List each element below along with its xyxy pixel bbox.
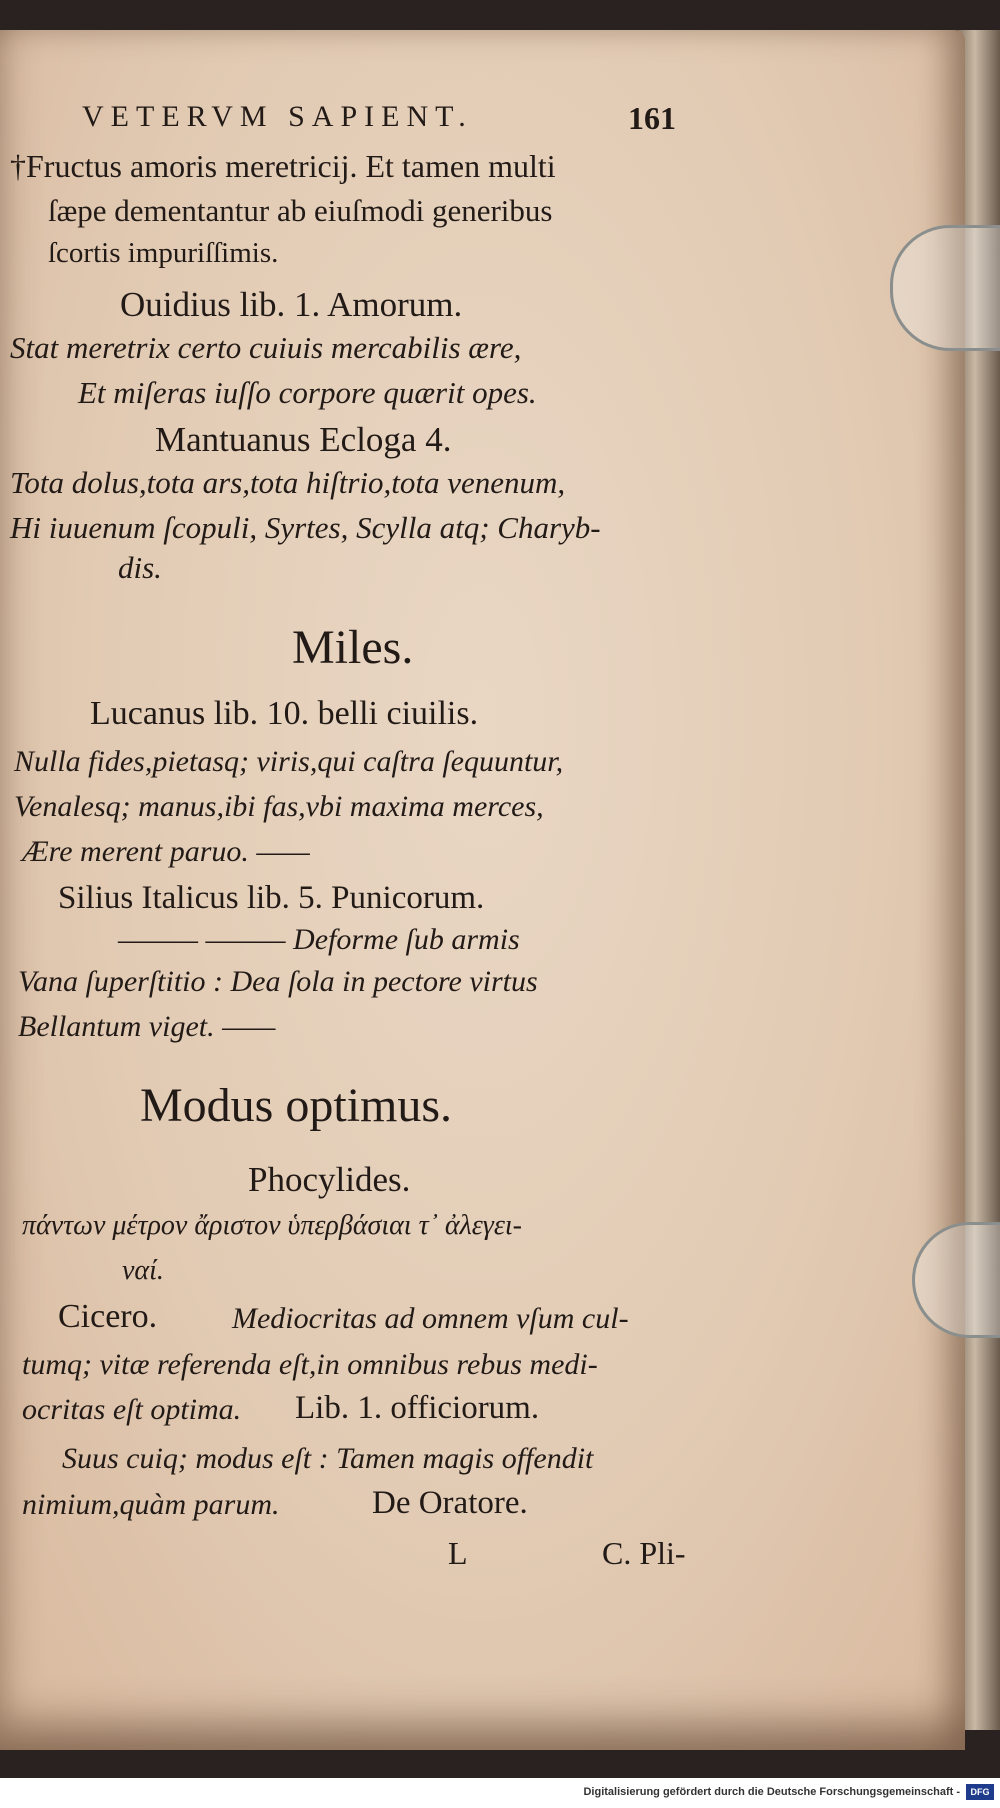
text-line: tumq; vitæ referenda eſt,in omnibus rebus medi-	[22, 1348, 598, 1381]
catchword: C. Pli-	[602, 1535, 686, 1571]
text-line: ſæpe dementantur ab eiuſmodi generibus	[48, 193, 553, 228]
signature-mark: L	[448, 1535, 468, 1571]
text-line: Mediocritas ad omnem vſum cul-	[232, 1302, 629, 1335]
verse-line: Venalesq; manus,ibi fas,vbi maxima merces,	[14, 790, 544, 823]
verse-line: Vana ſuperſtitio : Dea ſola in pectore virtus	[18, 965, 538, 998]
section-source: Lucanus lib. 10. belli ciuilis.	[90, 695, 479, 732]
verse-line: Tota dolus,tota ars,tota hiſtrio,tota venenum,	[10, 465, 566, 500]
section-source: Ouidius lib. 1. Amorum.	[120, 285, 463, 324]
verse-line: dis.	[118, 550, 162, 585]
citation-author: Cicero.	[58, 1298, 158, 1335]
funding-notice: Digitalisierung gefördert durch die Deutsche Forschungsgemeinschaft -	[583, 1786, 960, 1798]
section-source: Phocylides.	[248, 1160, 411, 1199]
text-line: ſcortis impuriſſimis.	[48, 237, 279, 269]
text-line: nimium,quàm parum.	[22, 1488, 280, 1521]
page-clip-top	[890, 225, 1000, 351]
running-title: VETERVM SAPIENT.	[82, 100, 473, 133]
text-line: ocritas eſt optima.	[22, 1393, 242, 1426]
citation-source: De Oratore.	[372, 1485, 528, 1521]
greek-line: πάντων μέτρον ἄριστον ὑπερβάσιαι τ᾽ ἀλεγει-	[22, 1210, 522, 1241]
verse-line: Nulla fides,pietasq; viris,qui caſtra ſequuntur,	[14, 745, 564, 778]
book-page	[0, 30, 965, 1750]
verse-line: ——— ——— Deforme ſub armis	[118, 923, 520, 956]
section-heading: Miles.	[292, 621, 414, 674]
citation-source: Lib. 1. officiorum.	[295, 1390, 540, 1426]
section-heading: Modus optimus.	[140, 1079, 453, 1132]
page-clip-bottom	[912, 1222, 1000, 1338]
text-line: Suus cuiq; modus eſt : Tamen magis offendit	[62, 1442, 594, 1475]
dfg-logo: DFG	[966, 1784, 994, 1800]
verse-line: Et miſeras iuſſo corpore quærit opes.	[78, 375, 537, 410]
verse-line: Ære merent paruo. ——	[22, 835, 310, 868]
text-line: †Fructus amoris meretricij. Et tamen multi	[10, 148, 556, 184]
section-source: Mantuanus Ecloga 4.	[155, 420, 452, 459]
footer-bar	[0, 1778, 1000, 1808]
verse-line: Bellantum viget. ——	[18, 1010, 276, 1043]
section-source: Silius Italicus lib. 5. Punicorum.	[58, 880, 485, 916]
greek-line: ναί.	[122, 1255, 164, 1286]
page-number: 161	[628, 100, 676, 136]
verse-line: Stat meretrix certo cuiuis mercabilis ære,	[10, 330, 522, 365]
verse-line: Hi iuuenum ſcopuli, Syrtes, Scylla atq; Charyb-	[10, 510, 601, 545]
